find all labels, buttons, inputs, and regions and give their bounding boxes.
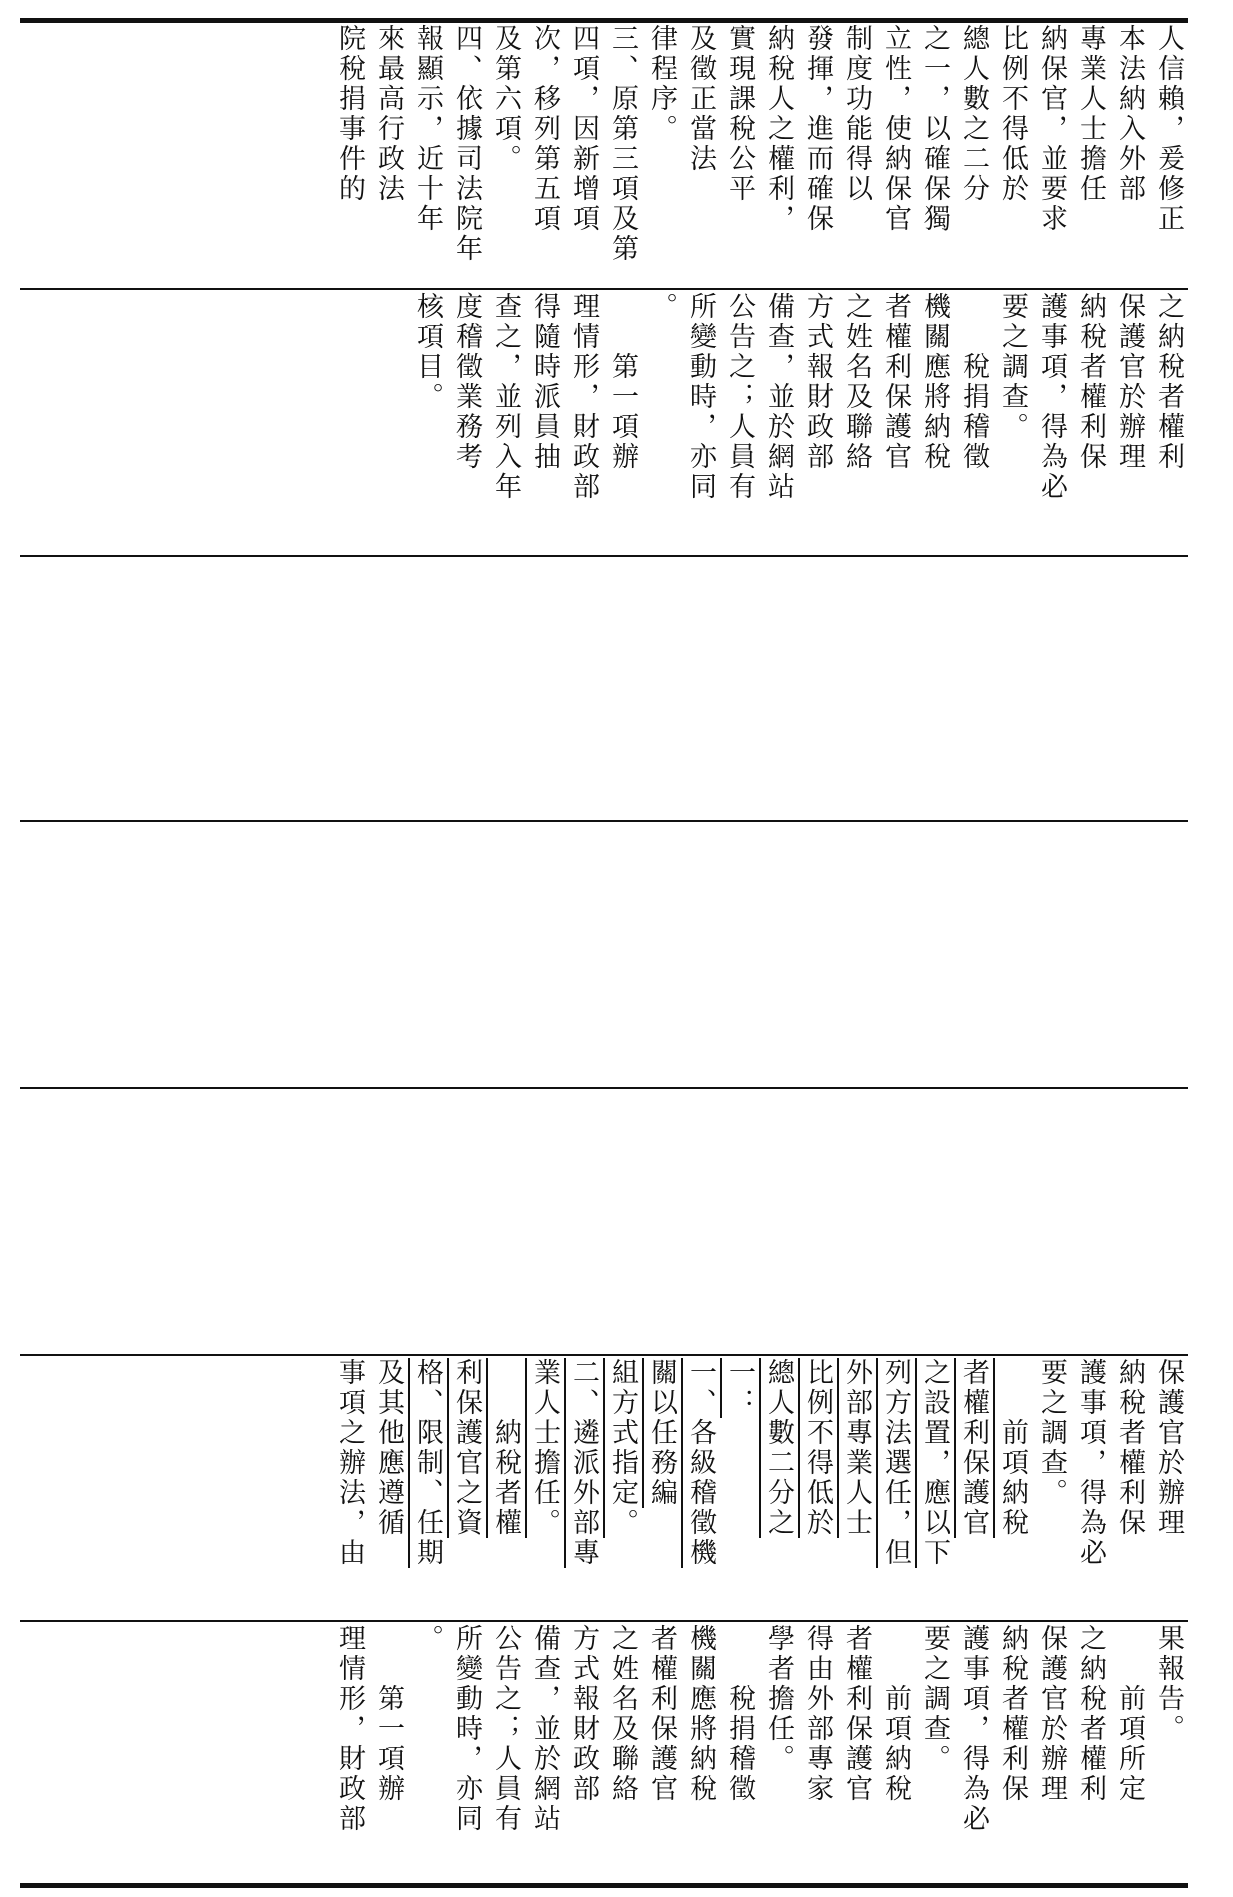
text-line: 者權利保護官 — [646, 1624, 677, 1804]
text-line: 次，移列第五項 — [529, 24, 560, 234]
text-line: 保護官於辦理 — [1036, 1624, 1067, 1804]
row-5 — [22, 1091, 1188, 1351]
text-line: 事項之辦法，由 — [334, 1358, 365, 1568]
text-line: 組方式指定。 — [607, 1358, 638, 1538]
text-line: 及其他應遵循 — [373, 1358, 404, 1538]
text-line: 前項所定 — [1114, 1624, 1145, 1804]
text-line: 人信賴，爰修正 — [1153, 24, 1184, 234]
text-line: 之一，以確保獨 — [919, 24, 950, 234]
text-line: 機關應將納稅 — [685, 1624, 716, 1804]
row-divider-6 — [20, 1620, 1188, 1622]
text-line: 本法納入外部 — [1114, 24, 1145, 204]
text-line: 度稽徵業務考 — [451, 292, 482, 472]
text-line: 護事項，得為必 — [1075, 1358, 1106, 1568]
text-line: 機關應將納稅 — [919, 292, 950, 472]
text-line: 保護官於辦理 — [1153, 1358, 1184, 1538]
row-7-text — [330, 1624, 1188, 1881]
text-line: 律程序。 — [646, 24, 677, 144]
text-line: 核項目。 — [412, 292, 443, 412]
text-line: 公告之；人員有 — [724, 292, 755, 502]
row-divider-3 — [20, 820, 1188, 822]
text-line: 理情形，財政部 — [334, 1624, 365, 1834]
text-line: 納稅者權利保 — [1075, 292, 1106, 472]
text-line: 者權利保護官 — [841, 1624, 872, 1804]
text-line: 護事項，得為必 — [958, 1624, 989, 1834]
row-6 — [22, 1358, 1188, 1618]
text-line: 查之，並列入年 — [490, 292, 521, 502]
text-line: 實現課稅公平 — [724, 24, 755, 204]
text-line: 果報告。 — [1153, 1624, 1184, 1744]
text-line: 之姓名及聯絡 — [607, 1624, 638, 1804]
text-line: 四項，因新增項 — [568, 24, 599, 234]
text-line: 方式報財政部 — [802, 292, 833, 472]
text-line: 納稅者權利保 — [1114, 1358, 1145, 1538]
text-line: 之納稅者權利 — [1075, 1624, 1106, 1804]
text-line: 比例不得低於 — [997, 24, 1028, 204]
text-line: 得由外部專家 — [802, 1624, 833, 1804]
text-line: 稅捐稽徵 — [724, 1624, 755, 1804]
text-line: 護事項，得為必 — [1036, 292, 1067, 502]
row-7 — [22, 1624, 1188, 1881]
text-line: 所變動時，亦同 — [451, 1624, 482, 1834]
text-line: 方式報財政部 — [568, 1624, 599, 1804]
row-divider-5 — [20, 1354, 1188, 1356]
text-line: 備查，並於網站 — [529, 1624, 560, 1834]
text-line: 保護官於辦理 — [1114, 292, 1145, 472]
text-line: 納稅者權 — [490, 1358, 521, 1538]
row-2 — [22, 292, 1188, 552]
text-line: 利保護官之資 — [451, 1358, 482, 1538]
text-line: 業人士擔任。 — [529, 1358, 560, 1538]
text-line: 比例不得低於 — [802, 1358, 833, 1538]
text-line: 納保官，並要求 — [1036, 24, 1067, 234]
text-line: 一： — [724, 1358, 755, 1418]
text-line: 三、原第三項及第 — [607, 24, 638, 264]
text-line: 備查，並於網站 — [763, 292, 794, 502]
text-line: 所變動時，亦同 — [685, 292, 716, 502]
row-divider-2 — [20, 555, 1188, 557]
text-line: 。 — [412, 1624, 443, 1654]
text-line: 來最高行政法 — [373, 24, 404, 204]
text-line: 之納稅者權利 — [1153, 292, 1184, 472]
row-divider-4 — [20, 1087, 1188, 1089]
text-line: 學者擔任。 — [763, 1624, 794, 1774]
text-line: 前項納稅 — [997, 1358, 1028, 1538]
text-line: 公告之；人員有 — [490, 1624, 521, 1834]
bottom-rule — [20, 1883, 1188, 1888]
top-rule — [20, 18, 1188, 23]
text-line: 納稅人之權利， — [763, 24, 794, 234]
text-line: 及第六項。 — [490, 24, 521, 174]
text-line: 立性，使納保官 — [880, 24, 911, 234]
text-line: 前項納稅 — [880, 1624, 911, 1804]
text-line: 及徵正當法 — [685, 24, 716, 174]
text-line: 發揮，進而確保 — [802, 24, 833, 234]
text-line: 要之調查。 — [1036, 1358, 1067, 1508]
text-line: 之設置，應以下 — [919, 1358, 950, 1568]
text-line: 外部專業人士 — [841, 1358, 872, 1538]
text-line: 納稅者權利保 — [997, 1624, 1028, 1804]
row-3 — [22, 559, 1188, 817]
text-line: 要之調查。 — [919, 1624, 950, 1774]
row-4 — [22, 824, 1188, 1084]
text-line: 第一項辦 — [373, 1624, 404, 1804]
text-line: 關以任務編 — [646, 1358, 677, 1508]
text-line: 者權利保護官 — [880, 292, 911, 472]
text-line: 四、依據司法院年 — [451, 24, 482, 264]
text-line: 一、各級稽徵機 — [685, 1358, 716, 1568]
text-line: 報顯示，近十年 — [412, 24, 443, 234]
text-line: 第一項辦 — [607, 292, 638, 472]
text-line: 格、限制、任期 — [412, 1358, 443, 1568]
text-line: 專業人士擔任 — [1075, 24, 1106, 204]
text-line: 制度功能得以 — [841, 24, 872, 204]
text-line: 。 — [646, 292, 677, 322]
text-line: 院稅捐事件的 — [334, 24, 365, 204]
text-line: 稅捐稽徵 — [958, 292, 989, 472]
text-line: 總人數之二分 — [958, 24, 989, 204]
row-6-text — [330, 1358, 1188, 1618]
row-divider-1 — [20, 288, 1188, 290]
row-1-text — [330, 24, 1188, 286]
row-2-text — [408, 292, 1188, 552]
text-line: 總人數二分之 — [763, 1358, 794, 1538]
text-line: 列方法選任，但 — [880, 1358, 911, 1568]
text-line: 得隨時派員抽 — [529, 292, 560, 472]
text-line: 二、遴派外部專 — [568, 1358, 599, 1568]
text-line: 要之調查。 — [997, 292, 1028, 442]
text-line: 者權利保護官 — [958, 1358, 989, 1538]
text-line: 理情形，財政部 — [568, 292, 599, 502]
row-1 — [22, 24, 1188, 286]
text-line: 之姓名及聯絡 — [841, 292, 872, 472]
